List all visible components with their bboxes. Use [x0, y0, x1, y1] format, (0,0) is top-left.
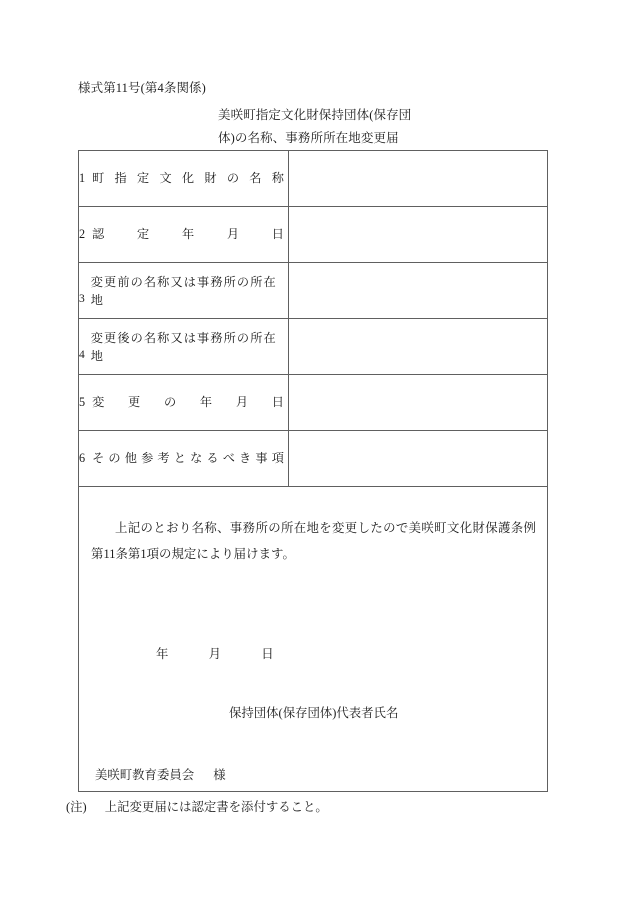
label-char: 定 [137, 171, 150, 185]
document-title-line-2: 体)の名称、事務所所在地変更届 [218, 131, 399, 145]
row-label-text-5 [92, 394, 288, 411]
statement-body: 上記のとおり名称、事務所の所在地を変更したので美咲町文化財保護条例第11条第1項の規定により届けます。 [91, 521, 536, 561]
row-value-cell-4[interactable] [289, 319, 548, 375]
row-label-5 [79, 394, 288, 411]
label-char: 認 [92, 227, 105, 241]
row-label-cell-2 [79, 207, 289, 263]
statement-cell [79, 487, 548, 792]
row-label-4 [79, 329, 288, 365]
row-label-text-4: 変更後の名称又は事務所の所在地 [90, 330, 277, 363]
document-title [218, 104, 518, 150]
addressee-line [95, 765, 226, 783]
label-char: 年 [181, 227, 195, 241]
row-label-text-3: 変更前の名称又は事務所の所在地 [90, 274, 277, 307]
label-char: そ [92, 451, 105, 465]
label-char: 事 [255, 451, 268, 465]
label-char: 化 [181, 171, 195, 185]
row-label-text-6 [92, 450, 288, 467]
label-char: 文 [159, 171, 172, 185]
document-title-line-1: 美咲町指定文化財保持団体(保存団 [218, 108, 412, 122]
form-table-body [79, 151, 548, 792]
date-line[interactable] [156, 644, 274, 662]
row-number-6: 6 [79, 451, 86, 465]
row-value-cell-3[interactable] [289, 263, 548, 319]
addressee-name: 美咲町教育委員会 [95, 768, 195, 782]
footnote-marker: (注) [66, 800, 87, 814]
row-label-1 [79, 170, 288, 187]
row-value-cell-6[interactable] [289, 431, 548, 487]
label-char: の [163, 395, 177, 409]
addressee-honorific: 様 [213, 768, 226, 782]
label-char: 月 [235, 395, 249, 409]
label-char: き [239, 451, 252, 465]
row-number-1: 1 [79, 171, 86, 185]
row-value-cell-2[interactable] [289, 207, 548, 263]
label-char: 他 [124, 451, 137, 465]
date-year-label: 年 [156, 647, 169, 661]
label-char: 名 [249, 171, 262, 185]
label-char: 項 [271, 451, 284, 465]
representative-name-line[interactable]: 保持団体(保存団体)代表者氏名 [229, 706, 399, 720]
form-number: 様式第11号(第4条関係) [78, 81, 206, 95]
table-row [79, 151, 548, 207]
label-char: と [173, 451, 186, 465]
row-label-cell-6 [79, 431, 289, 487]
label-char: 日 [271, 227, 284, 241]
row-value-cell-1[interactable] [289, 151, 548, 207]
row-label-text-1 [92, 170, 288, 187]
table-row [79, 431, 548, 487]
table-row [79, 319, 548, 375]
table-row [79, 207, 548, 263]
label-char: 年 [199, 395, 213, 409]
table-row [79, 263, 548, 319]
statement-row [79, 487, 548, 792]
label-char: 変 [92, 395, 105, 409]
date-month-label: 月 [208, 647, 221, 661]
row-label-6 [79, 450, 288, 467]
row-number-4: 4 [79, 348, 85, 361]
label-char: 月 [226, 227, 240, 241]
label-char: べ [222, 451, 235, 465]
label-char: の [226, 171, 239, 185]
row-label-2 [79, 226, 288, 243]
label-char: 更 [128, 395, 141, 409]
footnote-text: 上記変更届には認定書を添付すること。 [104, 800, 328, 814]
label-char: な [190, 451, 203, 465]
label-char: 考 [157, 451, 170, 465]
row-label-3 [79, 273, 288, 309]
date-day-label: 日 [261, 647, 274, 661]
row-number-5: 5 [79, 395, 86, 409]
label-char: 定 [137, 227, 150, 241]
label-char: 称 [271, 171, 284, 185]
label-char: 指 [114, 171, 127, 185]
row-number-2: 2 [79, 227, 86, 241]
table-row [79, 375, 548, 431]
label-char: 町 [92, 171, 105, 185]
row-label-cell-3 [79, 263, 289, 319]
label-char: る [206, 451, 219, 465]
label-char: 参 [141, 451, 154, 465]
label-char: の [108, 451, 121, 465]
label-char: 財 [204, 171, 217, 185]
row-label-cell-5 [79, 375, 289, 431]
row-value-cell-5[interactable] [289, 375, 548, 431]
row-label-text-2 [92, 226, 288, 243]
form-table [78, 150, 548, 792]
label-char: 日 [271, 395, 284, 409]
row-label-cell-1 [79, 151, 289, 207]
row-number-3: 3 [79, 292, 85, 305]
footnote [66, 797, 328, 815]
row-label-cell-4 [79, 319, 289, 375]
